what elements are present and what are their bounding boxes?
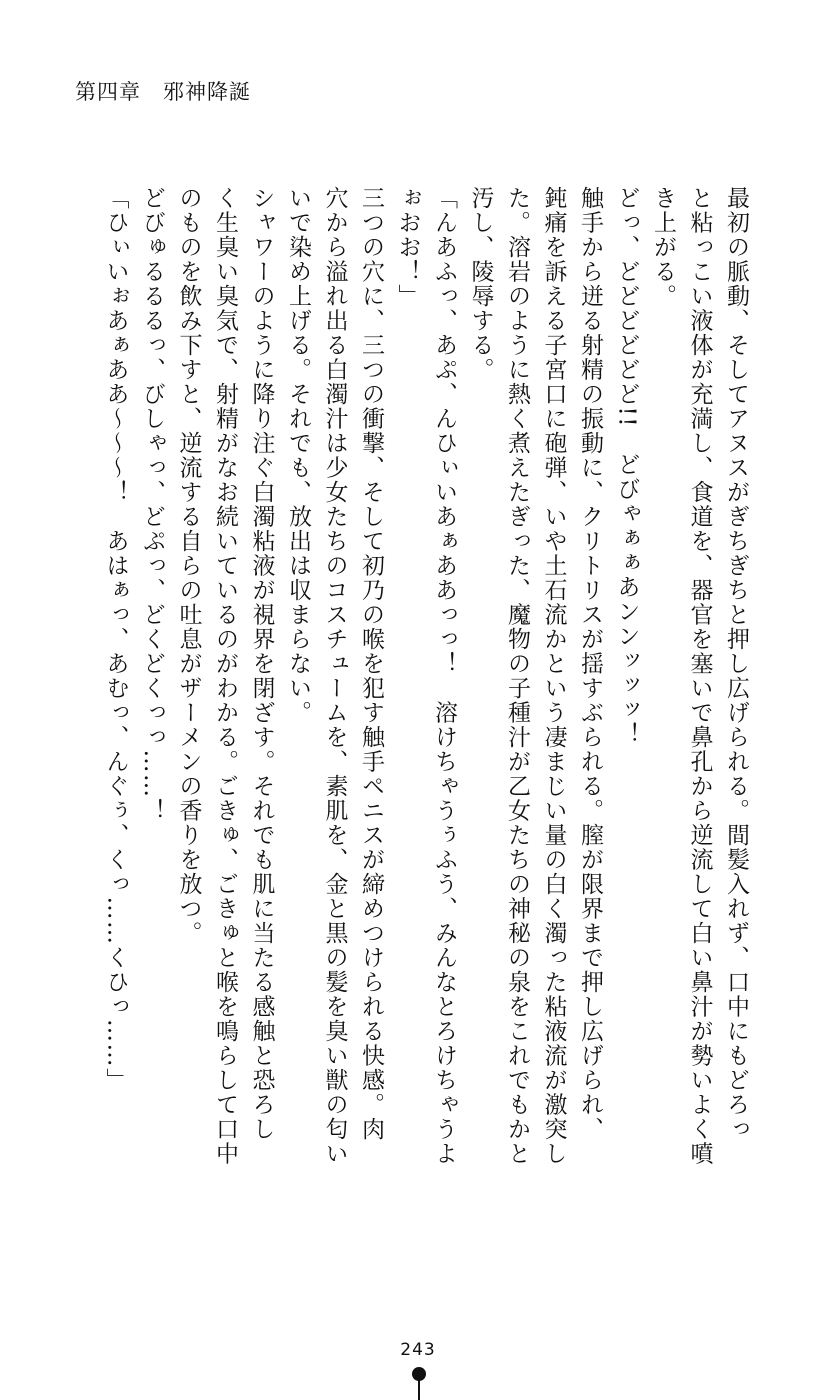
body-text xyxy=(54,186,754,1166)
text-line: 触手から迸る射精の振動に、クリトリスが揺すぶられる。膣が限界まで押し広げられ、 xyxy=(577,186,603,1142)
page-marker-line xyxy=(418,1380,420,1400)
text-line: 汚し、陵辱する。 xyxy=(467,186,494,382)
text-line: と粘っこい液体が充満し、食道を、器官を塞いで鼻孔から逆流して白い鼻汁が勢いよく噴 xyxy=(686,186,713,1166)
text-line: いで染め上げる。それでも、放出は収まらない。 xyxy=(285,186,311,725)
text-line: どっ、どどどどどど!! どびゃぁぁあンンッッッ！ xyxy=(613,186,640,747)
text-line: どびゅるるるっ、びしゃっ、どぷっ、どくどくっっ……！ xyxy=(139,186,165,823)
text-line: 「んあふっ、あぷ、んひぃいあぁああっっ！ 溶けちゃうぅふう、みんなとろけちゃうよ xyxy=(431,186,457,1166)
chapter-title: 第四章 邪神降誕 xyxy=(75,80,251,104)
text-line: く生臭い臭気で、射精がなお続いているのがわかる。ごきゅ、ごきゅと喉を鳴らして口中 xyxy=(212,186,238,1166)
text-line: き上がる。 xyxy=(650,186,676,309)
text-line: 穴から溢れ出る白濁汁は少女たちのコスチュームを、素肌を、金と黒の髪を臭い獣の匂い xyxy=(321,186,348,1166)
text-line: 鈍痛を訴える子宮口に砲弾、いや土石流かという凄まじい量の白く濁った粘液流が激突し xyxy=(540,186,567,1166)
page-number: 243 xyxy=(400,1340,436,1360)
text-line: 三つの穴に、三つの衝撃、そして初乃の喉を犯す触手ペニスが締めつけられる快感。肉 xyxy=(358,186,384,1142)
text-line: た。溶岩のように熱く煮えたぎった、魔物の子種汁が乙女たちの神秘の泉をこれでもかと xyxy=(504,186,530,1166)
text-line: のものを飲み下すと、逆流する自らの吐息がザーメンの香りを放つ。 xyxy=(175,186,202,946)
text-line: ぉおお！」 xyxy=(394,186,421,309)
text-line: 「ひぃいぉあぁああ〜〜〜！ あはぁっ、あむっ、んぐぅ、くっ……くひっ……」 xyxy=(102,186,129,1093)
text-line: シャワーのように降り注ぐ白濁粘液が視界を閉ざす。それでも肌に当たる感触と恐ろし xyxy=(248,186,275,1142)
text-line: 最初の脈動、そしてアヌスがぎちぎちと押し広げられる。間髪入れず、口中にもどろっ xyxy=(723,186,749,1142)
page-marker-dot xyxy=(412,1367,426,1381)
